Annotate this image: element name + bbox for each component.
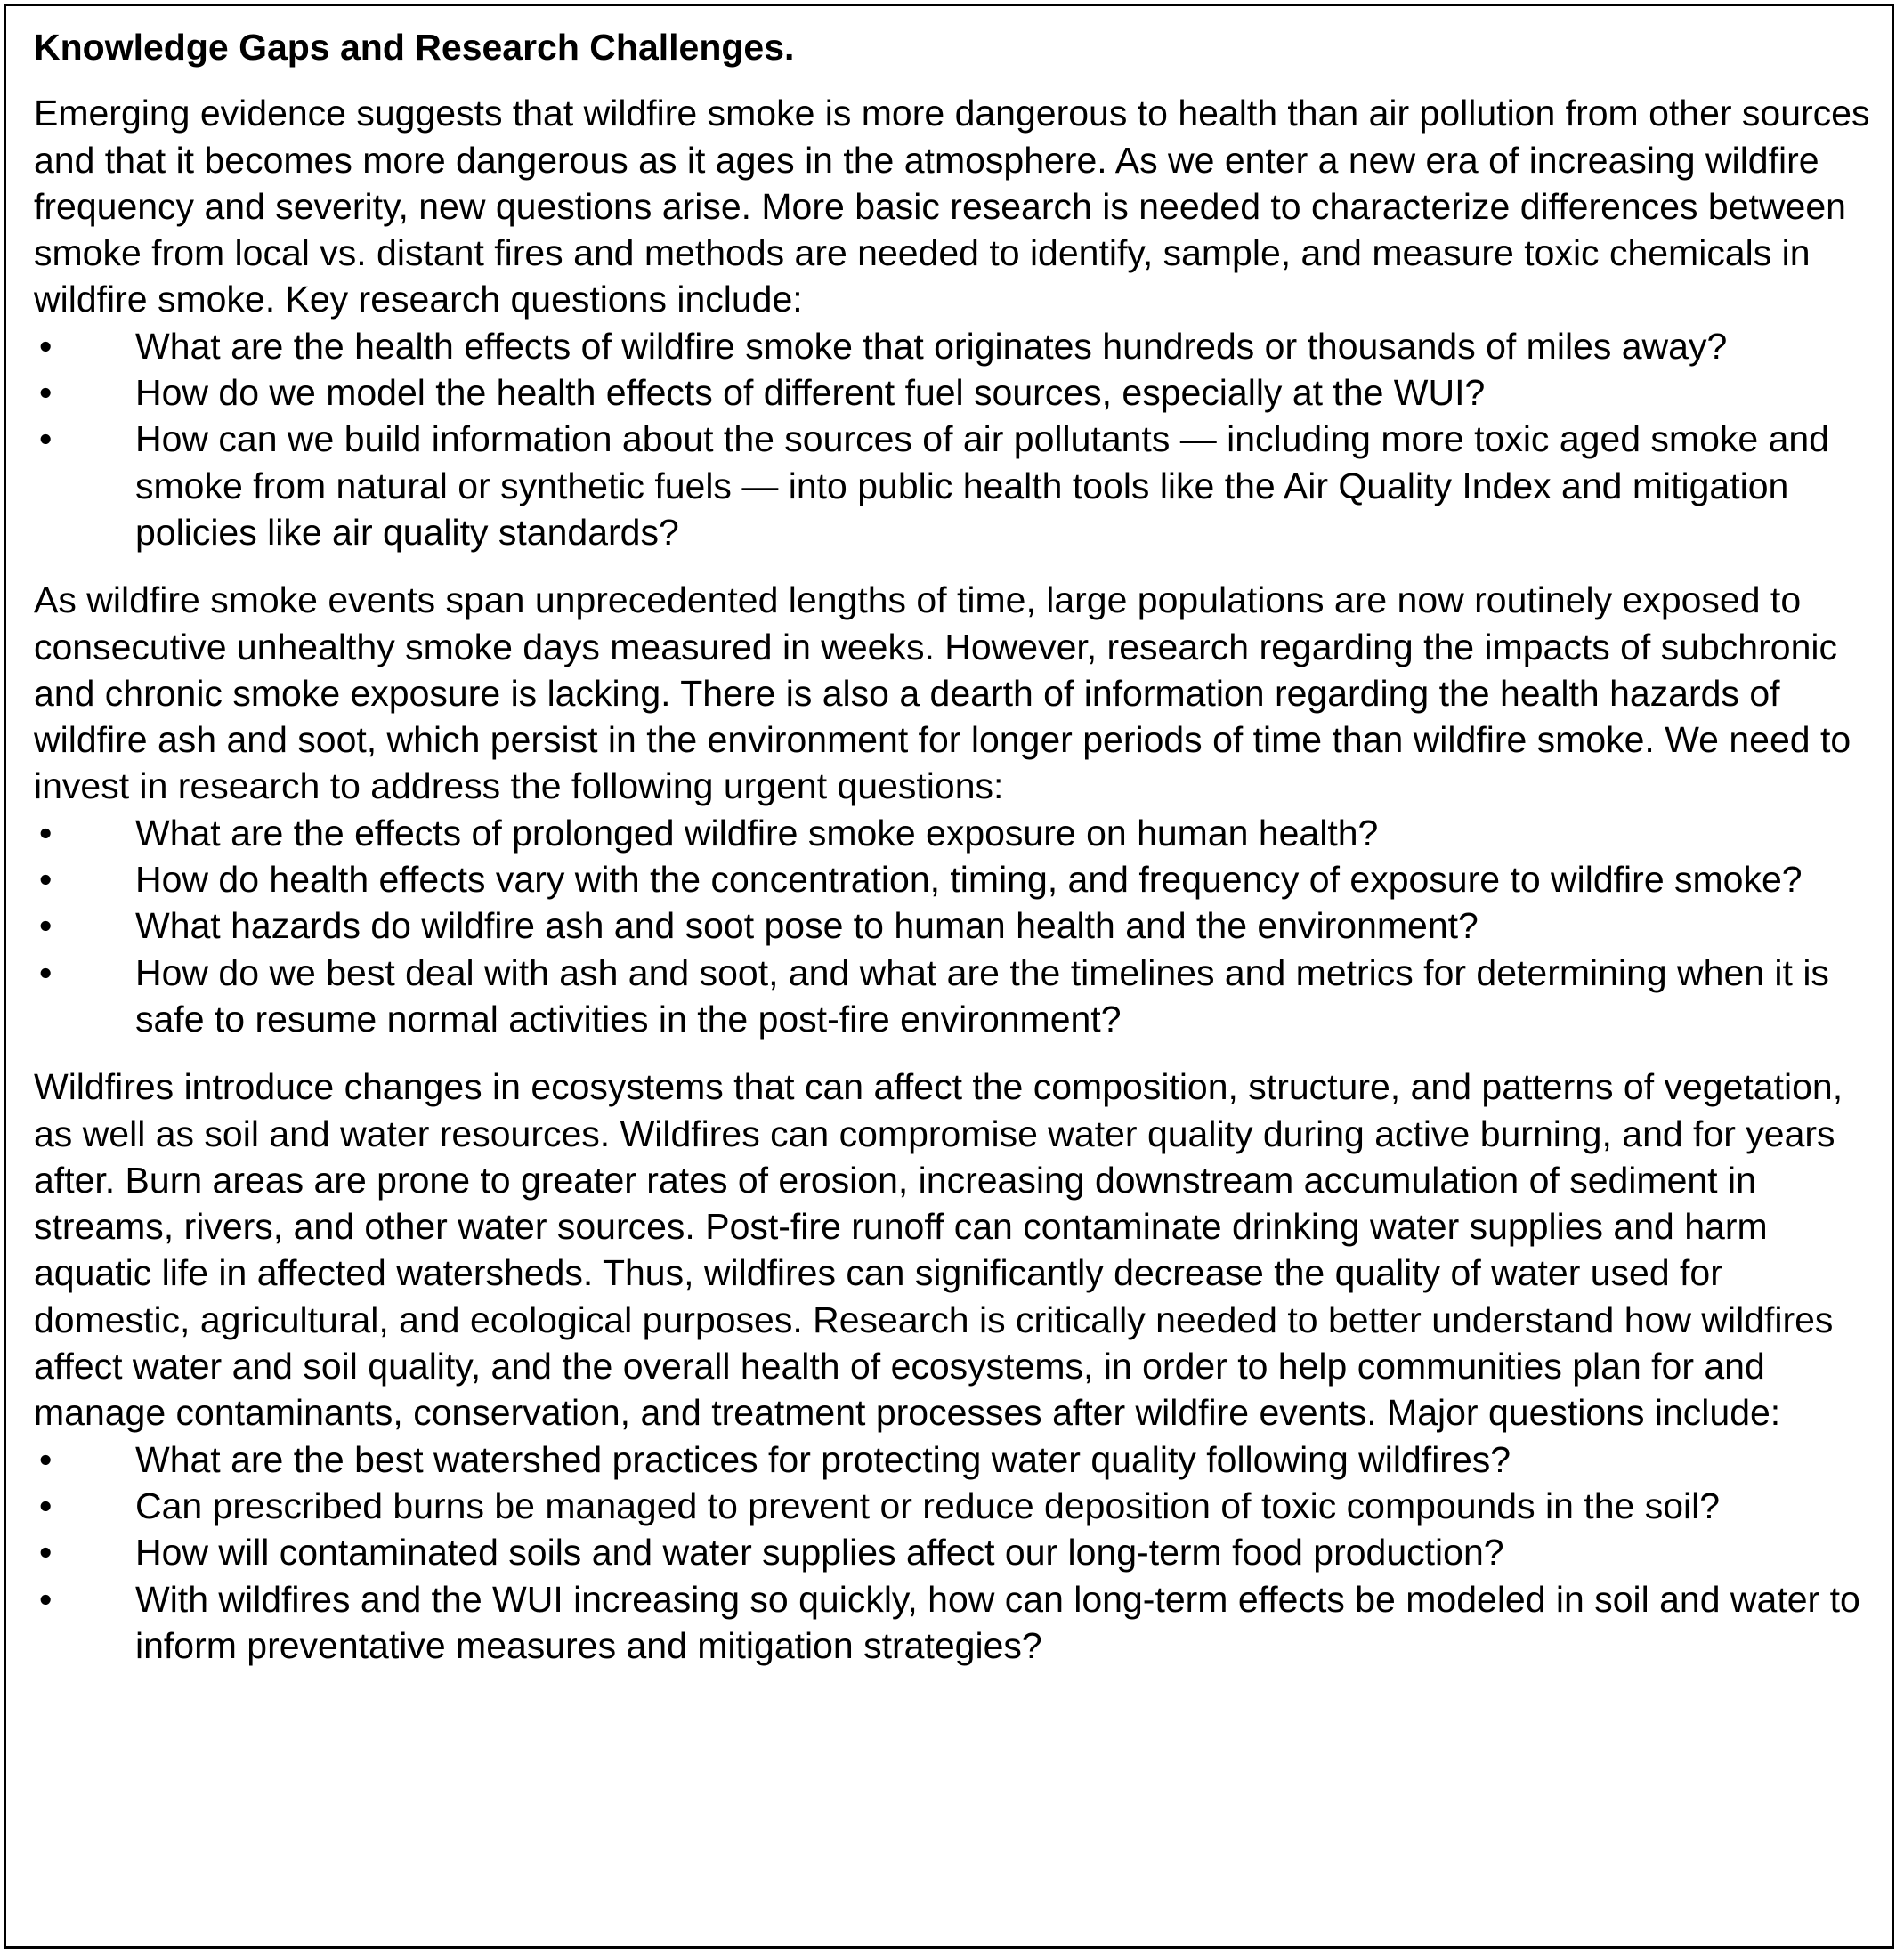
question-item (34, 1576, 1870, 1670)
bullet-icon: • (39, 418, 53, 460)
section-paragraph: Emerging evidence suggests that wildfire smoke is more dangerous to health than air pollution from other sources and that it becomes more dangerous as it ages in the atmosphere. As we enter a new era of increasing wildfire frequency and severity, new questions arise. More basic research is needed to characterize differences between smoke from local vs. distant fires and methods are needed to identify, sample, and measure toxic chemicals in wildfire smoke. Key research questions include: (34, 93, 1870, 320)
bullet-icon: • (39, 372, 53, 414)
question-text: With wildfires and the WUI increasing so quickly, how can long-term effects be modeled in soil and water to inform preventative measures and mitigation strategies? (135, 1578, 1860, 1666)
question-list (34, 323, 1870, 555)
question-list (34, 1436, 1870, 1669)
bullet-icon: • (39, 951, 53, 993)
section-water-soil (34, 1064, 1870, 1669)
bullet-icon: • (39, 1578, 53, 1620)
question-text: Can prescribed burns be managed to prevent or reduce deposition of toxic compounds in the soil? (135, 1485, 1721, 1526)
question-item (34, 950, 1870, 1043)
bullet-icon: • (39, 859, 53, 901)
question-item (34, 416, 1870, 555)
question-item (34, 323, 1870, 369)
box-title: Knowledge Gaps and Research Challenges. (34, 27, 795, 68)
question-item (34, 810, 1870, 856)
question-list (34, 810, 1870, 1042)
question-item (34, 369, 1870, 416)
section-paragraph: As wildfire smoke events span unprecedented lengths of time, large populations are now routinely exposed to consecutive unhealthy smoke days measured in weeks. However, research regarding the impacts of subchronic and chronic smoke exposure is lacking. There is also a dearth of information regarding the health hazards of wildfire ash and soot, which persist in the environment for longer periods of time than wildfire smoke. We need to invest in research to address the following urgent questions: (34, 579, 1851, 807)
bullet-icon: • (39, 325, 53, 367)
section-smoke-aging (34, 90, 1870, 555)
question-item (34, 856, 1870, 902)
bullet-icon: • (39, 1485, 53, 1526)
question-text: What are the best watershed practices for protecting water quality following wildfires? (135, 1438, 1511, 1480)
question-text: What are the health effects of wildfire smoke that originates hundreds or thousands of miles away? (135, 325, 1728, 367)
question-item (34, 902, 1870, 949)
bullet-icon: • (39, 905, 53, 947)
bullet-icon: • (39, 1438, 53, 1480)
section-paragraph: Wildfires introduce changes in ecosystems that can affect the composition, structure, and patterns of vegetation, as well as soil and water resources. Wildfires can compromise water quality during active burning, and for years after. Burn areas are prone to greater rates of erosion, increasing downstream accumulation of sediment in streams, rivers, and other water sources. Post-fire runoff can contaminate drinking water supplies and harm aquatic life in affected watersheds. Thus, wildfires can significantly decrease the quality of water used for domestic, agricultural, and ecological purposes. Research is critically needed to better understand how wildfires affect water and soil quality, and the overall health of ecosystems, in order to help communities plan for and manage contaminants, conservation, and treatment processes after wildfire events. Major questions include: (34, 1066, 1843, 1434)
question-text: How do we model the health effects of different fuel sources, especially at the WUI? (135, 372, 1486, 414)
question-text: How will contaminated soils and water supplies affect our long-term food production? (135, 1532, 1504, 1574)
bullet-icon: • (39, 812, 53, 854)
question-text: How do health effects vary with the concentration, timing, and frequency of exposure to wildfire smoke? (135, 859, 1803, 901)
text-box (4, 4, 1894, 1949)
question-text: What are the effects of prolonged wildfire smoke exposure on human health? (135, 812, 1379, 854)
question-item (34, 1483, 1870, 1529)
question-text: What hazards do wildfire ash and soot pose to human health and the environment? (135, 905, 1479, 947)
section-prolonged-exposure (34, 577, 1870, 1042)
question-text: How can we build information about the sources of air pollutants — including more toxic aged smoke and smoke from natural or synthetic fuels — into public health tools like the Air Quality Index and mitigation policies like air quality standards? (135, 418, 1829, 553)
question-item (34, 1529, 1870, 1575)
bullet-icon: • (39, 1532, 53, 1574)
question-text: How do we best deal with ash and soot, and what are the timelines and metrics for determining when it is safe to resume normal activities in the post-fire environment? (135, 951, 1829, 1040)
question-item (34, 1436, 1870, 1483)
